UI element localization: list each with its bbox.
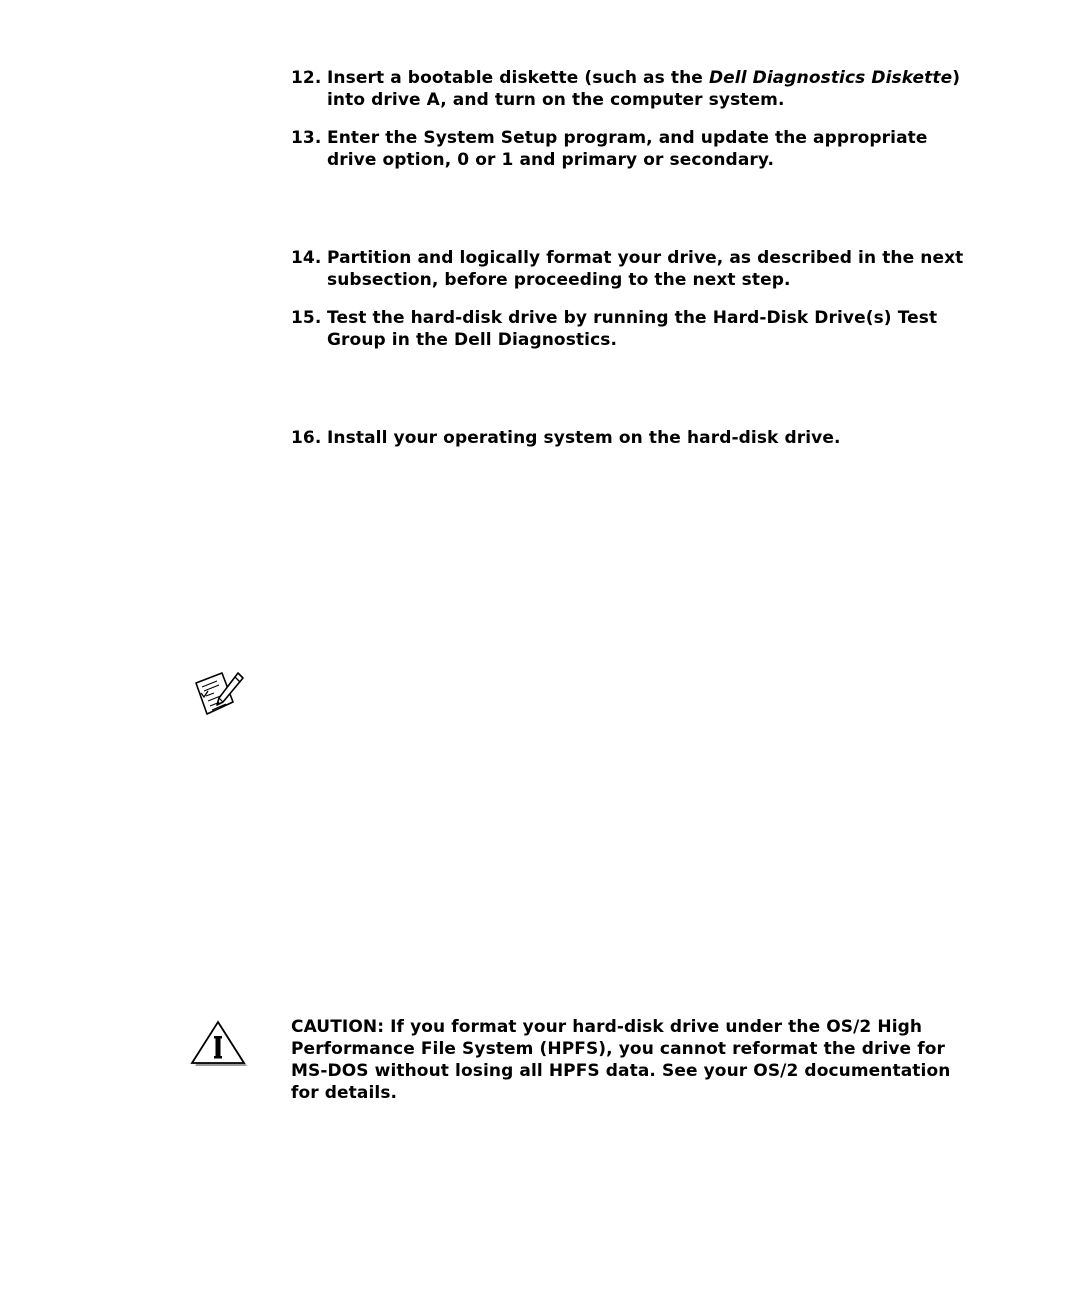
step-12 (291, 67, 981, 111)
step-13 (291, 127, 981, 171)
step-text-after: ) into drive A, and turn on the computer system. (327, 68, 961, 110)
step-text: Install your operating system on the hard-disk drive. (327, 428, 841, 448)
step-text: Test the hard-disk drive by running the Hard-Disk Drive(s) Test Group in the Dell Diagnostics. (327, 308, 938, 350)
step-number: 15. (291, 308, 322, 328)
step-text: Partition and logically format your drive, as described in the next subsection, before proceeding to the next step. (327, 248, 964, 290)
step-text-before: Insert a bootable diskette (such as the (327, 68, 709, 88)
note-pencil-icon (193, 670, 245, 718)
step-15 (291, 307, 981, 351)
step-number: 16. (291, 428, 322, 448)
step-number: 12. (291, 68, 322, 88)
step-16 (291, 427, 981, 449)
step-text: Enter the System Setup program, and update the appropriate drive option, 0 or 1 and primary or secondary. (327, 128, 928, 170)
step-14 (291, 247, 981, 291)
step-text (327, 67, 981, 111)
step-number: 13. (291, 128, 322, 148)
diskette-title: Dell Diagnostics Diskette (708, 68, 953, 88)
step-number: 14. (291, 248, 322, 268)
caution-text: CAUTION: If you format your hard-disk drive under the OS/2 High Performance File System (HPFS), you cannot reformat the drive for MS-DOS without losing all HPFS data. See your OS/2 documentation for details. (291, 1017, 951, 1103)
caution-triangle-icon (190, 1020, 248, 1068)
